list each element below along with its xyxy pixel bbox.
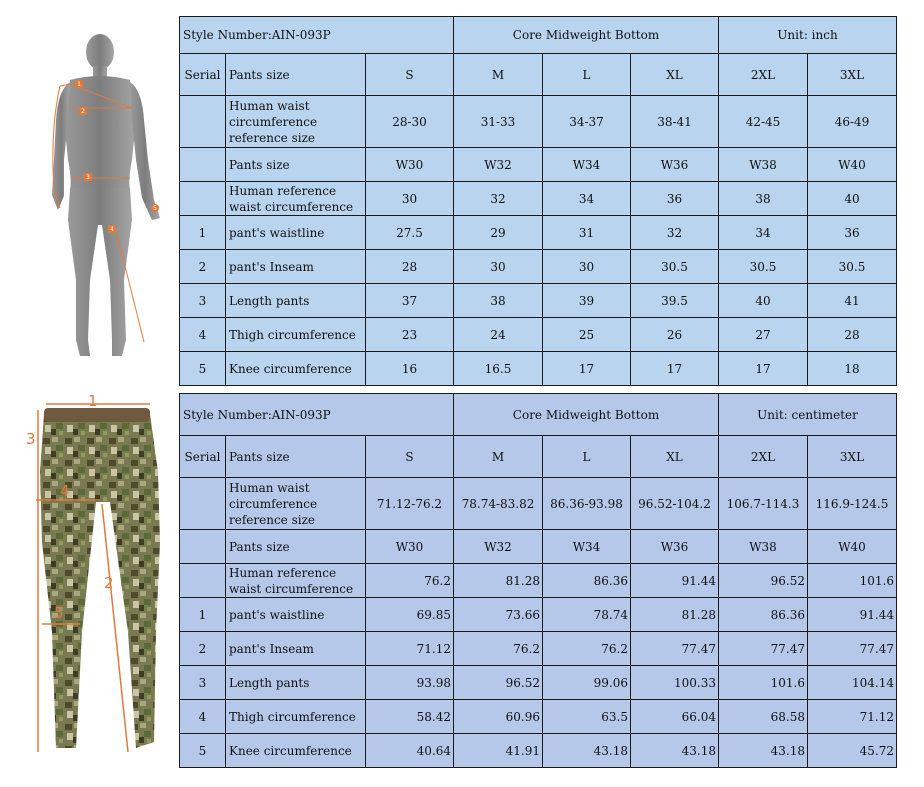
table-cell: 28 xyxy=(808,318,897,352)
human-silhouette xyxy=(52,34,160,356)
row-label: Knee circumference xyxy=(226,734,366,768)
table-cell: 34 xyxy=(719,216,808,250)
table-cell: 78.74-83.82 xyxy=(454,478,543,530)
table-cell: 99.06 xyxy=(543,666,631,700)
human-marker-4 xyxy=(108,225,116,233)
table-cell: 86.36 xyxy=(543,564,631,598)
table-cell: 27.5 xyxy=(366,216,454,250)
table-cell: 40 xyxy=(808,182,897,216)
table-cell: 30 xyxy=(454,250,543,284)
table-cell: 28-30 xyxy=(366,96,454,148)
table-cell: 41.91 xyxy=(454,734,543,768)
table-row xyxy=(180,182,897,216)
table-cell: 100.33 xyxy=(631,666,719,700)
table-row xyxy=(180,318,897,352)
table-cell: 77.47 xyxy=(719,632,808,666)
human-marker-2 xyxy=(79,107,87,115)
table-row xyxy=(180,250,897,284)
serial-cell: 1 xyxy=(180,598,226,632)
header-cell: S xyxy=(366,54,454,96)
table-cell: 42-45 xyxy=(719,96,808,148)
row-label: pant's waistline xyxy=(226,598,366,632)
table-cell: 31-33 xyxy=(454,96,543,148)
serial-cell: 4 xyxy=(180,318,226,352)
table-cell: 39 xyxy=(543,284,631,318)
table-cell: 43.18 xyxy=(719,734,808,768)
header-cell: XL xyxy=(631,436,719,478)
product-name: Core Midweight Bottom xyxy=(454,394,719,436)
table-cell: 60.96 xyxy=(454,700,543,734)
human-marker-3 xyxy=(84,173,92,181)
table-cell: 76.2 xyxy=(454,632,543,666)
table-cell: 71.12-76.2 xyxy=(366,478,454,530)
serial-cell: 2 xyxy=(180,632,226,666)
table-cell: 45.72 xyxy=(808,734,897,768)
table-cell: 38-41 xyxy=(631,96,719,148)
pants-marker-2: 2 xyxy=(104,574,114,592)
header-cell: 2XL xyxy=(719,54,808,96)
table-cell: 32 xyxy=(454,182,543,216)
pants-marker-1: 1 xyxy=(88,392,98,410)
style-number: Style Number:AIN-093P xyxy=(180,394,454,436)
table-row xyxy=(180,284,897,318)
size-chart-inch xyxy=(179,16,897,386)
product-name: Core Midweight Bottom xyxy=(454,17,719,54)
svg-text:4: 4 xyxy=(110,226,114,233)
table-cell: 23 xyxy=(366,318,454,352)
size-chart-centimeter xyxy=(179,393,897,768)
table-cell: W36 xyxy=(631,530,719,564)
row-label: Human waist circumference reference size xyxy=(226,96,366,148)
table-cell: 40 xyxy=(719,284,808,318)
header-cell: M xyxy=(454,436,543,478)
row-label: Length pants xyxy=(226,284,366,318)
table-cell: 31 xyxy=(543,216,631,250)
serial-cell: 5 xyxy=(180,352,226,386)
pants-shape xyxy=(40,408,160,748)
table-cell: W40 xyxy=(808,530,897,564)
header-cell: L xyxy=(543,436,631,478)
row-label: Human waist circumference reference size xyxy=(226,478,366,530)
unit-label: Unit: inch xyxy=(719,17,897,54)
table-cell: 30.5 xyxy=(719,250,808,284)
table-cell: 30 xyxy=(543,250,631,284)
table-cell: 76.2 xyxy=(543,632,631,666)
table-cell: 63.5 xyxy=(543,700,631,734)
style-number: Style Number:AIN-093P xyxy=(180,17,454,54)
human-figure-illustration xyxy=(20,20,180,370)
table-cell: 17 xyxy=(719,352,808,386)
human-marker-5 xyxy=(151,204,159,212)
table-cell: 69.85 xyxy=(366,598,454,632)
header-row xyxy=(180,436,897,478)
table-cell: 93.98 xyxy=(366,666,454,700)
table-cell: 16.5 xyxy=(454,352,543,386)
table-cell: 81.28 xyxy=(454,564,543,598)
table-cell: 41 xyxy=(808,284,897,318)
table-cell: 71.12 xyxy=(366,632,454,666)
table-cell: 76.2 xyxy=(366,564,454,598)
table-cell: 26 xyxy=(631,318,719,352)
table-cell: 71.12 xyxy=(808,700,897,734)
table-row xyxy=(180,564,897,598)
table-cell: W32 xyxy=(454,530,543,564)
serial-cell: 3 xyxy=(180,284,226,318)
table-cell: W32 xyxy=(454,148,543,182)
table-cell: W38 xyxy=(719,530,808,564)
table-cell: 36 xyxy=(631,182,719,216)
table-cell: 116.9-124.5 xyxy=(808,478,897,530)
header-cell: Serial xyxy=(180,54,226,96)
table-cell: 78.74 xyxy=(543,598,631,632)
header-row xyxy=(180,54,897,96)
row-label: pant's Inseam xyxy=(226,250,366,284)
svg-text:5: 5 xyxy=(153,205,157,212)
table-cell: 101.6 xyxy=(719,666,808,700)
row-label: pant's Inseam xyxy=(226,632,366,666)
table-cell: 37 xyxy=(366,284,454,318)
table-cell: 81.28 xyxy=(631,598,719,632)
pants-marker-4: 4 xyxy=(60,482,70,500)
table-cell: W40 xyxy=(808,148,897,182)
table-row xyxy=(180,96,897,148)
table-cell: 40.64 xyxy=(366,734,454,768)
table-cell: 91.44 xyxy=(808,598,897,632)
table-cell: 86.36 xyxy=(719,598,808,632)
table-cell: 73.66 xyxy=(454,598,543,632)
serial-cell: 1 xyxy=(180,216,226,250)
table-row xyxy=(180,666,897,700)
table-cell: 38 xyxy=(454,284,543,318)
table-cell: 36 xyxy=(808,216,897,250)
table-cell: 28 xyxy=(366,250,454,284)
header-cell: 3XL xyxy=(808,436,897,478)
table-cell: 96.52 xyxy=(454,666,543,700)
table-row xyxy=(180,632,897,666)
serial-cell: 3 xyxy=(180,666,226,700)
table-row xyxy=(180,216,897,250)
table-cell: W34 xyxy=(543,148,631,182)
table-cell: 18 xyxy=(808,352,897,386)
table-cell: 68.58 xyxy=(719,700,808,734)
svg-text:3: 3 xyxy=(86,174,90,181)
table-cell: 91.44 xyxy=(631,564,719,598)
row-label: Human reference waist circumference xyxy=(226,564,366,598)
serial-cell: 2 xyxy=(180,250,226,284)
table-cell: 25 xyxy=(543,318,631,352)
table-cell: 43.18 xyxy=(631,734,719,768)
header-cell: XL xyxy=(631,54,719,96)
header-cell: 3XL xyxy=(808,54,897,96)
table-row xyxy=(180,530,897,564)
table-row xyxy=(180,734,897,768)
unit-label: Unit: centimeter xyxy=(719,394,897,436)
row-label: Pants size xyxy=(226,530,366,564)
camo-pants-illustration xyxy=(20,392,180,762)
header-cell: Pants size xyxy=(226,436,366,478)
table-cell: 46-49 xyxy=(808,96,897,148)
table-cell: 32 xyxy=(631,216,719,250)
serial-cell: 5 xyxy=(180,734,226,768)
table-cell: 101.6 xyxy=(808,564,897,598)
header-cell: L xyxy=(543,54,631,96)
table-cell: 43.18 xyxy=(543,734,631,768)
row-label: Human reference waist circumference xyxy=(226,182,366,216)
table-cell: W30 xyxy=(366,148,454,182)
table-cell: 34-37 xyxy=(543,96,631,148)
table-cell: 34 xyxy=(543,182,631,216)
header-cell: 2XL xyxy=(719,436,808,478)
table-cell: 17 xyxy=(543,352,631,386)
table-cell: W36 xyxy=(631,148,719,182)
table-cell: 17 xyxy=(631,352,719,386)
svg-text:1: 1 xyxy=(77,81,81,88)
table-cell: W34 xyxy=(543,530,631,564)
table-cell: 29 xyxy=(454,216,543,250)
row-label: Knee circumference xyxy=(226,352,366,386)
table-cell: W30 xyxy=(366,530,454,564)
table-cell: 104.14 xyxy=(808,666,897,700)
table-cell: 30.5 xyxy=(631,250,719,284)
header-cell: M xyxy=(454,54,543,96)
table-row xyxy=(180,352,897,386)
table-cell: 16 xyxy=(366,352,454,386)
table-cell: 30.5 xyxy=(808,250,897,284)
row-label: Length pants xyxy=(226,666,366,700)
svg-text:2: 2 xyxy=(81,108,85,115)
header-cell: Pants size xyxy=(226,54,366,96)
table-cell: 30 xyxy=(366,182,454,216)
table-row xyxy=(180,478,897,530)
table-row xyxy=(180,148,897,182)
table-cell: 96.52 xyxy=(719,564,808,598)
table-cell: 39.5 xyxy=(631,284,719,318)
pants-marker-5: 5 xyxy=(54,604,64,622)
table-row xyxy=(180,700,897,734)
table-cell: W38 xyxy=(719,148,808,182)
header-cell: S xyxy=(366,436,454,478)
table-cell: 106.7-114.3 xyxy=(719,478,808,530)
row-label: Thigh circumference xyxy=(226,318,366,352)
table-row xyxy=(180,598,897,632)
header-cell: Serial xyxy=(180,436,226,478)
row-label: pant's waistline xyxy=(226,216,366,250)
table-cell: 77.47 xyxy=(808,632,897,666)
row-label: Pants size xyxy=(226,148,366,182)
serial-cell: 4 xyxy=(180,700,226,734)
human-marker-1 xyxy=(75,80,83,88)
table-cell: 27 xyxy=(719,318,808,352)
row-label: Thigh circumference xyxy=(226,700,366,734)
table-cell: 38 xyxy=(719,182,808,216)
table-cell: 77.47 xyxy=(631,632,719,666)
table-cell: 86.36-93.98 xyxy=(543,478,631,530)
pants-marker-3: 3 xyxy=(26,430,36,448)
table-cell: 66.04 xyxy=(631,700,719,734)
table-cell: 58.42 xyxy=(366,700,454,734)
table-cell: 96.52-104.2 xyxy=(631,478,719,530)
table-cell: 24 xyxy=(454,318,543,352)
